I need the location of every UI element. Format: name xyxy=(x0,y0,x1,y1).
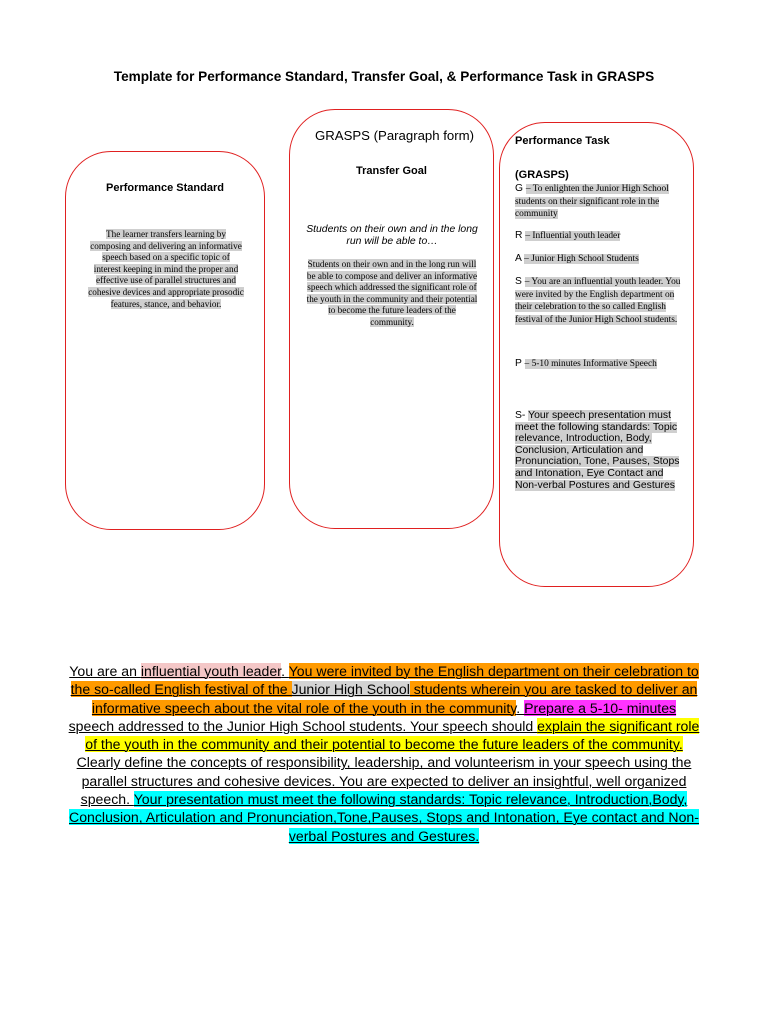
grasps-paragraph-label: GRASPS (Paragraph form) xyxy=(315,128,475,143)
para-seg-0: You are an xyxy=(69,663,141,679)
transfer-goal-body xyxy=(306,259,478,329)
task-role-text: – Influential youth leader xyxy=(525,231,621,241)
task-situation xyxy=(515,276,681,326)
grasps-subheading: (GRASPS) xyxy=(515,169,569,181)
task-product-prefix: P xyxy=(515,358,525,369)
grasps-paragraph xyxy=(68,662,700,845)
para-situation-highlight-2: students wherein you are tasked to deliver an informative speech about the vital role of the youth in the community xyxy=(91,681,698,716)
para-seg-8: speech addressed to the Junior High School students. Your speech should xyxy=(68,717,538,734)
document-title: Template for Performance Standard, Transfer Goal, & Performance Task in GRASPS xyxy=(113,69,655,84)
para-audience-highlight: Junior High School xyxy=(291,681,410,698)
task-goal-prefix: G xyxy=(515,183,526,194)
performance-standard-panel xyxy=(65,151,265,530)
task-goal-text: – To enlighten the Junior High School students on their significant role in the community xyxy=(515,184,669,220)
para-situation-highlight: You were invited by the English department on their celebration to the so-called English festival of the xyxy=(70,663,699,698)
transfer-goal-heading: Transfer Goal xyxy=(356,165,427,177)
para-seg-6: . xyxy=(516,699,525,716)
performance-task-heading: Performance Task xyxy=(515,135,610,147)
task-situation-prefix: S xyxy=(515,276,525,287)
task-situation-text: – You are an influential youth leader. You were invited by the English department on their celebration to the so called English festival of the Junior High School students. xyxy=(515,277,681,325)
performance-task-panel xyxy=(499,122,694,587)
para-seg-2: . xyxy=(281,663,289,679)
task-standards-text: Your speech presentation must meet the following standards: Topic relevance, Introduction, Body, Conclusion, Articulation and Pronunciation, Tone, Pauses, Stops and Intonation, Eye Contact and Non-verbal Postures and Gestures xyxy=(515,410,680,491)
para-product-highlight: Prepare a 5-10- minutes xyxy=(524,699,677,716)
performance-standard-text: The learner transfers learning by composing and delivering an informative speech based on a specific topic of interest keeping in mind the proper and effective use of parallel structures and cohesive devices and appropriate prosodic features, stance, and behavior. xyxy=(88,229,244,309)
task-role xyxy=(515,230,681,243)
task-product-text: – 5-10 minutes Informative Speech xyxy=(524,359,657,369)
para-role-highlight: influential youth leader xyxy=(140,663,282,679)
task-standards-prefix: S- xyxy=(515,410,529,421)
task-standards xyxy=(515,410,681,491)
para-goal-highlight: explain the significant role of the youth in the community and their potential to become the future leaders of the community. xyxy=(85,717,700,753)
task-audience xyxy=(515,253,681,266)
performance-standard-heading: Performance Standard xyxy=(106,182,224,194)
task-audience-prefix: A xyxy=(515,253,525,264)
task-product xyxy=(515,358,681,371)
task-goal xyxy=(515,183,681,221)
transfer-goal-text: Students on their own and in the long run will be able to compose and deliver an informative speech which addressed the significant role of the youth in the community and their potential to become the future leaders of the community. xyxy=(306,259,478,327)
performance-standard-body xyxy=(88,229,244,310)
transfer-goal-intro: Students on their own and in the long run will be able to… xyxy=(306,224,478,247)
task-role-prefix: R xyxy=(515,230,526,241)
task-audience-text: – Junior High School Students xyxy=(524,254,639,264)
transfer-goal-panel xyxy=(289,109,494,529)
para-standards-highlight: Your presentation must meet the following standards: Topic relevance, Introduction,Body, Conclusion, Articulation and Pronunciation,Tone,Pauses, Stops and Intonation, Eye contact and Non- verbal Postures and Gestures. xyxy=(69,791,699,844)
para-seg-10: Clearly define the concepts of responsibility, leadership, and volunteerism in your speech using the parallel structures and cohesive devices. You are expected to deliver an insightful, well organized speech. xyxy=(76,754,692,808)
